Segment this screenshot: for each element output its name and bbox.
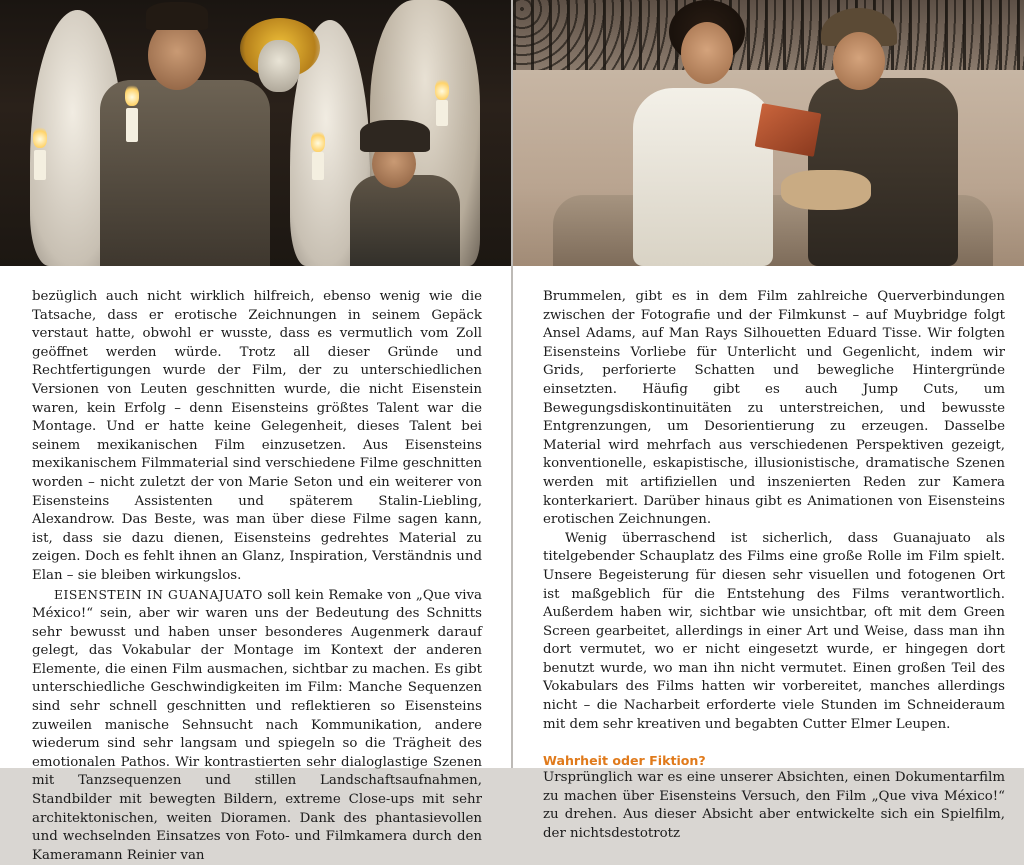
- left-body-text: [32, 288, 482, 865]
- left-photo: [0, 0, 511, 266]
- right-page: [513, 0, 1024, 768]
- right-body-text: [543, 288, 1005, 844]
- paragraph: [32, 586, 482, 865]
- lead-in: EISENSTEIN IN GUANAJUATO: [54, 588, 263, 602]
- left-page: [0, 0, 511, 768]
- paragraph: bezüglich auch nicht wirklich hilfreich, ebenso wenig wie die Tatsache, dass er erotische Zeichnungen in seinem Gepäck verstaut hatte, obwohl er wusste, dass es vermutlich vom Zoll geöffnet werden würde. Trotz all dieser Gründe und Rechtfertigungen wurde der Film, der zu unterschiedlichen Versionen von Leuten geschnitten wurde, die nicht Eisenstein waren, kein Erfolg – denn Eisensteins größtes Talent war die Montage. Und er hatte keine Gelegenheit, dieses Talent bei seinem mexikanischen Film einzusetzen. Aus Eisensteins mexikanischem Filmmaterial sind verschiedene Filme geschnitten worden – nicht zuletzt der von Marie Seton und ein weiterer von Eisensteins Assistenten und späterem Stalin-Liebling, Alexandrow. Das Beste, was man über diese Filme sagen kann, ist, dass sie dazu dienen, Eisensteins gedrehtes Material zu zeigen. Doch es fehlt ihnen an Glanz, Inspiration, Verständnis und Elan – sie bleiben wirkungslos.: [32, 288, 482, 586]
- paragraph: Ursprünglich war es eine unserer Absichten, einen Dokumentarfilm zu machen über Eisensteins Versuch, den Film „Que viva México!“ zu drehen. Aus dieser Absicht aber entwickelte sich ein Spielfilm, der nichtsdestotrotz: [543, 769, 1005, 843]
- paragraph: Wenig überraschend ist sicherlich, dass Guanajuato als titelgebender Schauplatz des Films eine große Rolle im Film spielt. Unsere Begeisterung für diesen sehr visuellen und fotogenen Ort ist maßgeblich für die Entstehung des Films verantwortlich. Außerdem haben wir, sichtbar wie unsichtbar, oft mit dem Green Screen gearbeitet, allerdings in einer Art und Weise, dass man ihn dort vermutet, wo er nicht eingesetzt wurde, er hingegen dort benutzt wurde, wo man ihn nicht vermutet. Einen großen Teil des Vokabulars des Films hatten wir vorbereitet, manches allerdings nicht – die Nacharbeit erforderte viele Stunden im Schneideraum mit dem sehr kreativen und begabten Cutter Elmer Leupen.: [543, 530, 1005, 735]
- paragraph: Brummelen, gibt es in dem Film zahlreiche Querverbindungen zwischen der Fotografie und der Filmkunst – auf Muybridge folgt Ansel Adams, auf Man Rays Silhouetten Eduard Tisse. Wir folgten Eisensteins Vorliebe für Unterlicht und Gegenlicht, indem wir Grids, perforierte Schatten und bewegliche Hintergründe einsetzten. Häufig gibt es auch Jump Cuts, um Bewegungsdiskontinuitäten zu unterstreichen, und bewusste Entgrenzungen, um Desorientierung zu erzeugen. Dasselbe Material wird mehrfach aus verschiedenen Perspektiven gezeigt, konventionelle, eskapistische, illusionistische, dramatische Szenen werden mit artifiziellen und inszenierten Reden zur Kamera konterkariert. Darüber hinaus gibt es Animationen von Eisensteins erotischen Zeichnungen.: [543, 288, 1005, 530]
- section-heading: Wahrheit oder Fiktion?: [543, 752, 1005, 769]
- right-photo: [513, 0, 1024, 266]
- paragraph-body: soll kein Remake von „Que viva México!“ sein, aber wir waren uns der Bedeutung des Schnitts sehr bewusst und haben unser besonderes Augenmerk darauf gelegt, das Vokabular der Montage im Kontext der anderen Elemente, die einen Film ausmachen, sichtbar zu machen. Es gibt unterschiedliche Geschwindigkeiten im Film: Manche Sequenzen sind sehr schnell geschnitten und reflektieren so Eisensteins zuweilen manische Sehnsucht nach Kommunikation, andere wiederum sind sehr langsam und spiegeln so die Trägheit des emotionalen Pathos. Wir kontrastierten sehr dialoglastige Szenen mit Tanzsequenzen und stillen Landschaftsaufnahmen, Standbilder mit bewegten Bildern, extreme Close-ups mit sehr architektonischen, weiten Dioramen. Dank des phantasievollen und wechselnden Einsatzes von Foto- und Filmkamera durch den Kameramann Reinier van: [32, 588, 482, 863]
